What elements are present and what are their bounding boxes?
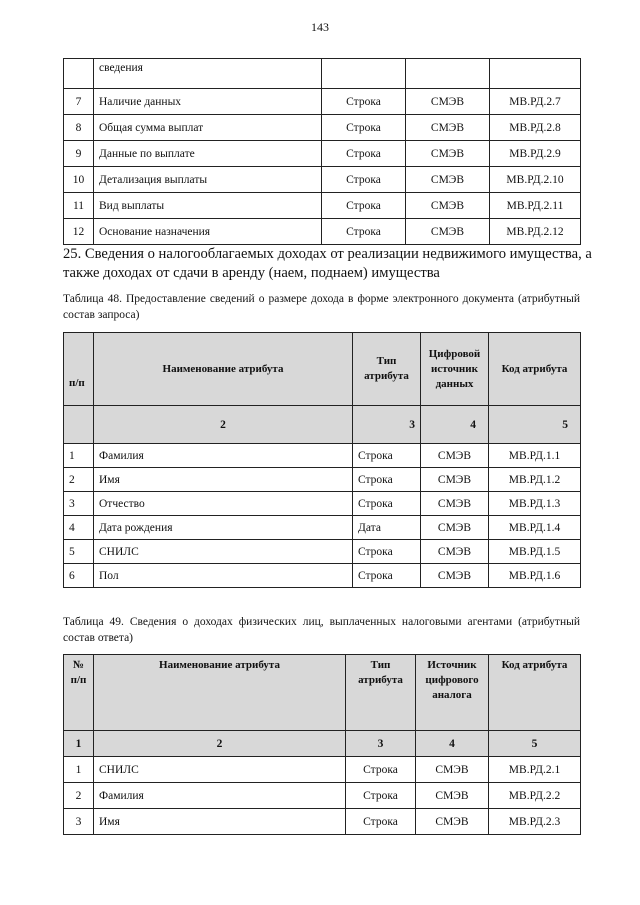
header-code: Код атрибута — [489, 333, 581, 406]
attribute-code: МВ.РД.2.10 — [490, 167, 581, 193]
attribute-source: СМЭВ — [406, 167, 490, 193]
attribute-source: СМЭВ — [421, 564, 489, 588]
attribute-code: МВ.РД.2.1 — [489, 757, 581, 783]
header-num: п/п — [64, 333, 94, 406]
attribute-type: Строка — [322, 89, 406, 115]
table-row — [64, 89, 581, 115]
table-row — [64, 516, 581, 540]
table-row — [64, 59, 581, 89]
table-row — [64, 564, 581, 588]
column-number: 1 — [64, 731, 94, 757]
row-number: 3 — [64, 809, 94, 835]
column-number: 4 — [416, 731, 489, 757]
attribute-code: МВ.РД.1.3 — [489, 492, 581, 516]
row-number — [64, 59, 94, 89]
attribute-code: МВ.РД.1.4 — [489, 516, 581, 540]
attribute-code: МВ.РД.2.11 — [490, 193, 581, 219]
attribute-source: СМЭВ — [416, 783, 489, 809]
attribute-source: СМЭВ — [406, 115, 490, 141]
table-row — [64, 167, 581, 193]
attribute-source: СМЭВ — [406, 141, 490, 167]
table-48 — [63, 332, 581, 588]
section-heading: 25. Сведения о налогооблагаемых доходах от реализации недвижимого имущества, а также доходах от сдачи в аренду (наем, поднаем) имущества — [63, 246, 592, 281]
row-number: 10 — [64, 167, 94, 193]
attribute-type: Строка — [353, 540, 421, 564]
header-num-line1: № — [72, 659, 85, 671]
attribute-code: МВ.РД.2.3 — [489, 809, 581, 835]
attribute-code: МВ.РД.1.5 — [489, 540, 581, 564]
table-row — [64, 444, 581, 468]
continued-table — [63, 58, 581, 245]
header-name: Наименование атрибута — [94, 655, 346, 731]
attribute-code: МВ.РД.2.8 — [490, 115, 581, 141]
attribute-code: МВ.РД.1.6 — [489, 564, 581, 588]
attribute-name: Основание назначения — [94, 219, 322, 245]
table-row — [64, 115, 581, 141]
attribute-name: Детализация выплаты — [94, 167, 322, 193]
attribute-code: МВ.РД.2.9 — [490, 141, 581, 167]
attribute-source: СМЭВ — [421, 468, 489, 492]
header-type: Тип атрибута — [353, 333, 421, 406]
row-number: 5 — [64, 540, 94, 564]
attribute-type: Строка — [322, 219, 406, 245]
attribute-name: Данные по выплате — [94, 141, 322, 167]
attribute-type: Строка — [322, 193, 406, 219]
table-row — [64, 219, 581, 245]
header-source: Источник цифрового аналога — [416, 655, 489, 731]
attribute-source: СМЭВ — [416, 809, 489, 835]
attribute-type: Строка — [346, 809, 416, 835]
table-header-row — [64, 333, 581, 406]
row-number: 6 — [64, 564, 94, 588]
column-number-row — [64, 731, 581, 757]
table-row — [64, 540, 581, 564]
table-row — [64, 492, 581, 516]
header-source: Цифровой источник данных — [421, 333, 489, 406]
table-row — [64, 141, 581, 167]
attribute-code: МВ.РД.2.7 — [490, 89, 581, 115]
attribute-type: Дата — [353, 516, 421, 540]
column-number: 2 — [94, 731, 346, 757]
attribute-code: МВ.РД.1.2 — [489, 468, 581, 492]
attribute-name: СНИЛС — [94, 540, 353, 564]
attribute-source: СМЭВ — [406, 89, 490, 115]
attribute-name: Наличие данных — [94, 89, 322, 115]
attribute-name: Общая сумма выплат — [94, 115, 322, 141]
attribute-source: СМЭВ — [421, 492, 489, 516]
attribute-source: СМЭВ — [421, 516, 489, 540]
row-number: 7 — [64, 89, 94, 115]
column-number: 5 — [489, 731, 581, 757]
attribute-name: Пол — [94, 564, 353, 588]
column-number: 3 — [353, 406, 421, 444]
table-row — [64, 468, 581, 492]
column-number: 5 — [489, 406, 581, 444]
column-number-row — [64, 406, 581, 444]
column-number: 4 — [421, 406, 489, 444]
row-number: 2 — [64, 783, 94, 809]
attribute-type: Строка — [322, 141, 406, 167]
attribute-name: Вид выплаты — [94, 193, 322, 219]
attribute-type: Строка — [353, 564, 421, 588]
attribute-source: СМЭВ — [406, 193, 490, 219]
row-number: 8 — [64, 115, 94, 141]
table-48-caption: Таблица 48. Предоставление сведений о размере дохода в форме электронного документа (атрибутный состав запроса) — [63, 293, 580, 321]
header-code: Код атрибута — [489, 655, 581, 731]
header-num-line2: п/п — [70, 674, 87, 686]
row-number: 1 — [64, 757, 94, 783]
attribute-source: СМЭВ — [416, 757, 489, 783]
attribute-type: Строка — [346, 783, 416, 809]
table-49 — [63, 654, 581, 835]
page-number: 143 — [311, 20, 329, 34]
attribute-type: Строка — [322, 115, 406, 141]
row-number: 2 — [64, 468, 94, 492]
attribute-type: Строка — [353, 444, 421, 468]
attribute-name: Фамилия — [94, 444, 353, 468]
attribute-type: Строка — [346, 757, 416, 783]
row-number: 4 — [64, 516, 94, 540]
row-number: 12 — [64, 219, 94, 245]
attribute-name: Имя — [94, 468, 353, 492]
attribute-type: Строка — [353, 492, 421, 516]
table-row — [64, 193, 581, 219]
row-number: 1 — [64, 444, 94, 468]
attribute-type: Строка — [353, 468, 421, 492]
column-number: 3 — [346, 731, 416, 757]
header-type: Тип атрибута — [346, 655, 416, 731]
attribute-name: СНИЛС — [94, 757, 346, 783]
row-number: 9 — [64, 141, 94, 167]
attribute-code: МВ.РД.2.12 — [490, 219, 581, 245]
table-row — [64, 757, 581, 783]
row-number: 3 — [64, 492, 94, 516]
header-name: Наименование атрибута — [94, 333, 353, 406]
attribute-code: МВ.РД.1.1 — [489, 444, 581, 468]
column-number: 2 — [94, 406, 353, 444]
table-row — [64, 783, 581, 809]
attribute-name: сведения — [94, 59, 322, 89]
table-49-caption: Таблица 49. Сведения о доходах физических лиц, выплаченных налоговыми агентами (атрибутный состав ответа) — [63, 616, 580, 644]
header-num — [64, 655, 94, 731]
table-header-row — [64, 655, 581, 731]
attribute-name: Имя — [94, 809, 346, 835]
attribute-source: СМЭВ — [421, 444, 489, 468]
attribute-source: СМЭВ — [421, 540, 489, 564]
attribute-name: Отчество — [94, 492, 353, 516]
attribute-name: Дата рождения — [94, 516, 353, 540]
table-row — [64, 809, 581, 835]
attribute-type: Строка — [322, 167, 406, 193]
row-number: 11 — [64, 193, 94, 219]
attribute-source: СМЭВ — [406, 219, 490, 245]
attribute-code: МВ.РД.2.2 — [489, 783, 581, 809]
attribute-name: Фамилия — [94, 783, 346, 809]
